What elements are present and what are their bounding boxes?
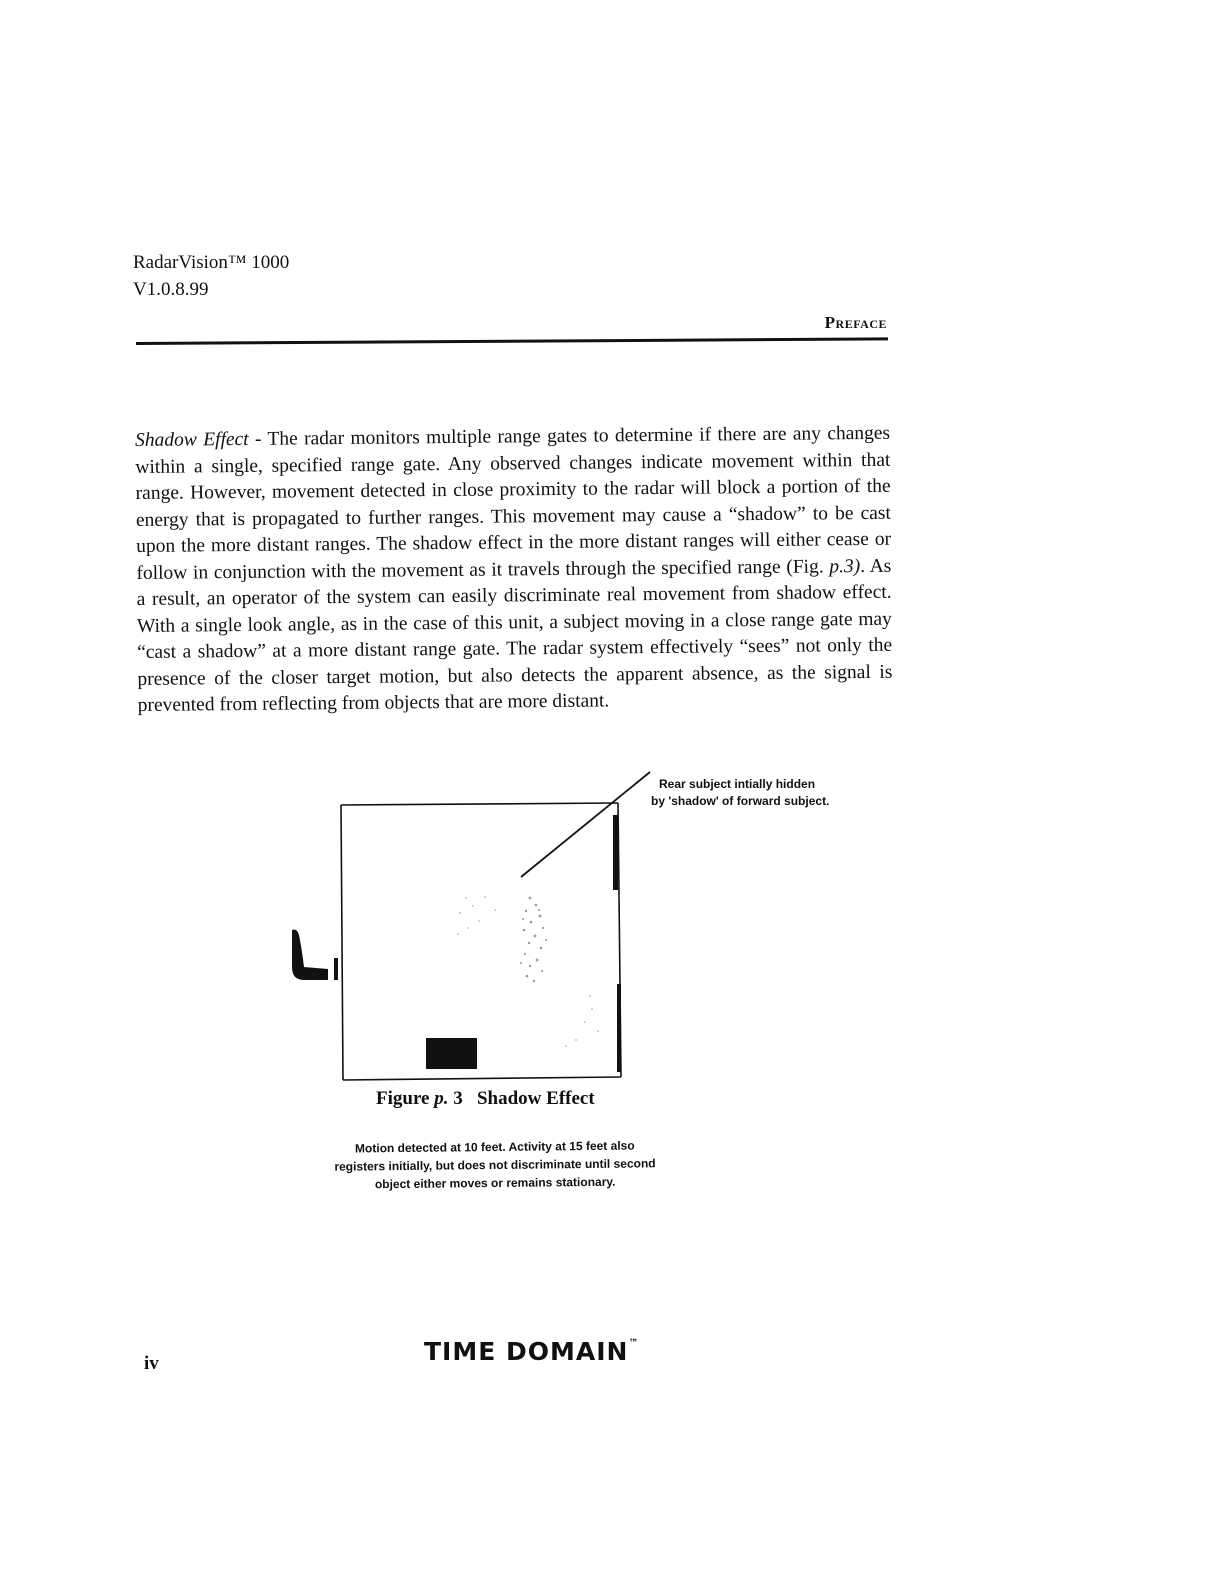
document-version: V1.0.8.99 — [133, 279, 209, 300]
forward-subject-motion-blob — [520, 897, 547, 983]
figure-annotation — [651, 776, 829, 810]
lead-term: Shadow Effect — [135, 428, 249, 451]
caption-prefix: Figure — [376, 1088, 430, 1109]
header-rule — [136, 337, 888, 345]
figure-note-line-1: Motion detected at 10 feet. Activity at 15 feet also — [354, 1138, 635, 1156]
shadow-effect-figure — [280, 770, 660, 1085]
figure-caption — [376, 1088, 595, 1110]
figure-reference: p.3) — [829, 555, 861, 577]
body-paragraph — [135, 420, 893, 719]
annotation-leader-line — [521, 772, 650, 877]
figure-note-line-2: registers initially, but does not discriminate until second — [334, 1156, 656, 1174]
figure-note-line-3: object either moves or remains stationary. — [374, 1174, 616, 1192]
faint-shadow-speckle — [457, 896, 599, 1047]
shadow-marker-upper — [613, 815, 618, 890]
company-name: TIME DOMAIN — [424, 1337, 629, 1366]
figure-note — [285, 1136, 706, 1194]
near-subject-block — [426, 1038, 477, 1069]
annotation-line-2: by 'shadow' of forward subject. — [651, 794, 830, 808]
caption-number: 3 — [453, 1088, 463, 1109]
body-text-part-1: - The radar monitors multiple range gates to determine if there are any changes within a single, specified range gate. Any observed changes indicate movement within that range. However, movement detected in close proximity to the radar will block a portion of the energy that is propagated to further ranges. This movement may cause a “shadow” to be cast upon the more distant ranges. The shadow effect in the more distant ranges will either cease or follow in conjunction with the movement as it travels through the specified range (Fig. — [135, 422, 892, 583]
radar-unit-icon — [292, 930, 338, 980]
section-title: Preface — [824, 313, 887, 332]
product-name: RadarVision™ 1000 — [133, 252, 290, 273]
shadow-marker-lower — [617, 984, 621, 1072]
annotation-line-1: Rear subject intially hidden — [659, 777, 816, 791]
body-text-part-2: . As a result, an operator of the system can easily discriminate real movement from shadow effect. With a single look angle, as in the case of this unit, a subject moving in a close range gate may “cast a shadow” at a more distant range gate. The radar system effectively “sees” not only the presence of the closer target motion, but also detects the apparent absence, as the signal is prevented from reflecting from objects that are more distant. — [136, 554, 893, 716]
caption-page: p. — [434, 1088, 449, 1109]
caption-title: Shadow Effect — [476, 1088, 595, 1109]
company-logo — [424, 1337, 639, 1366]
trademark-mark: ™ — [628, 1338, 640, 1349]
page-number: iv — [144, 1353, 159, 1374]
radar-display-frame — [341, 803, 621, 1080]
